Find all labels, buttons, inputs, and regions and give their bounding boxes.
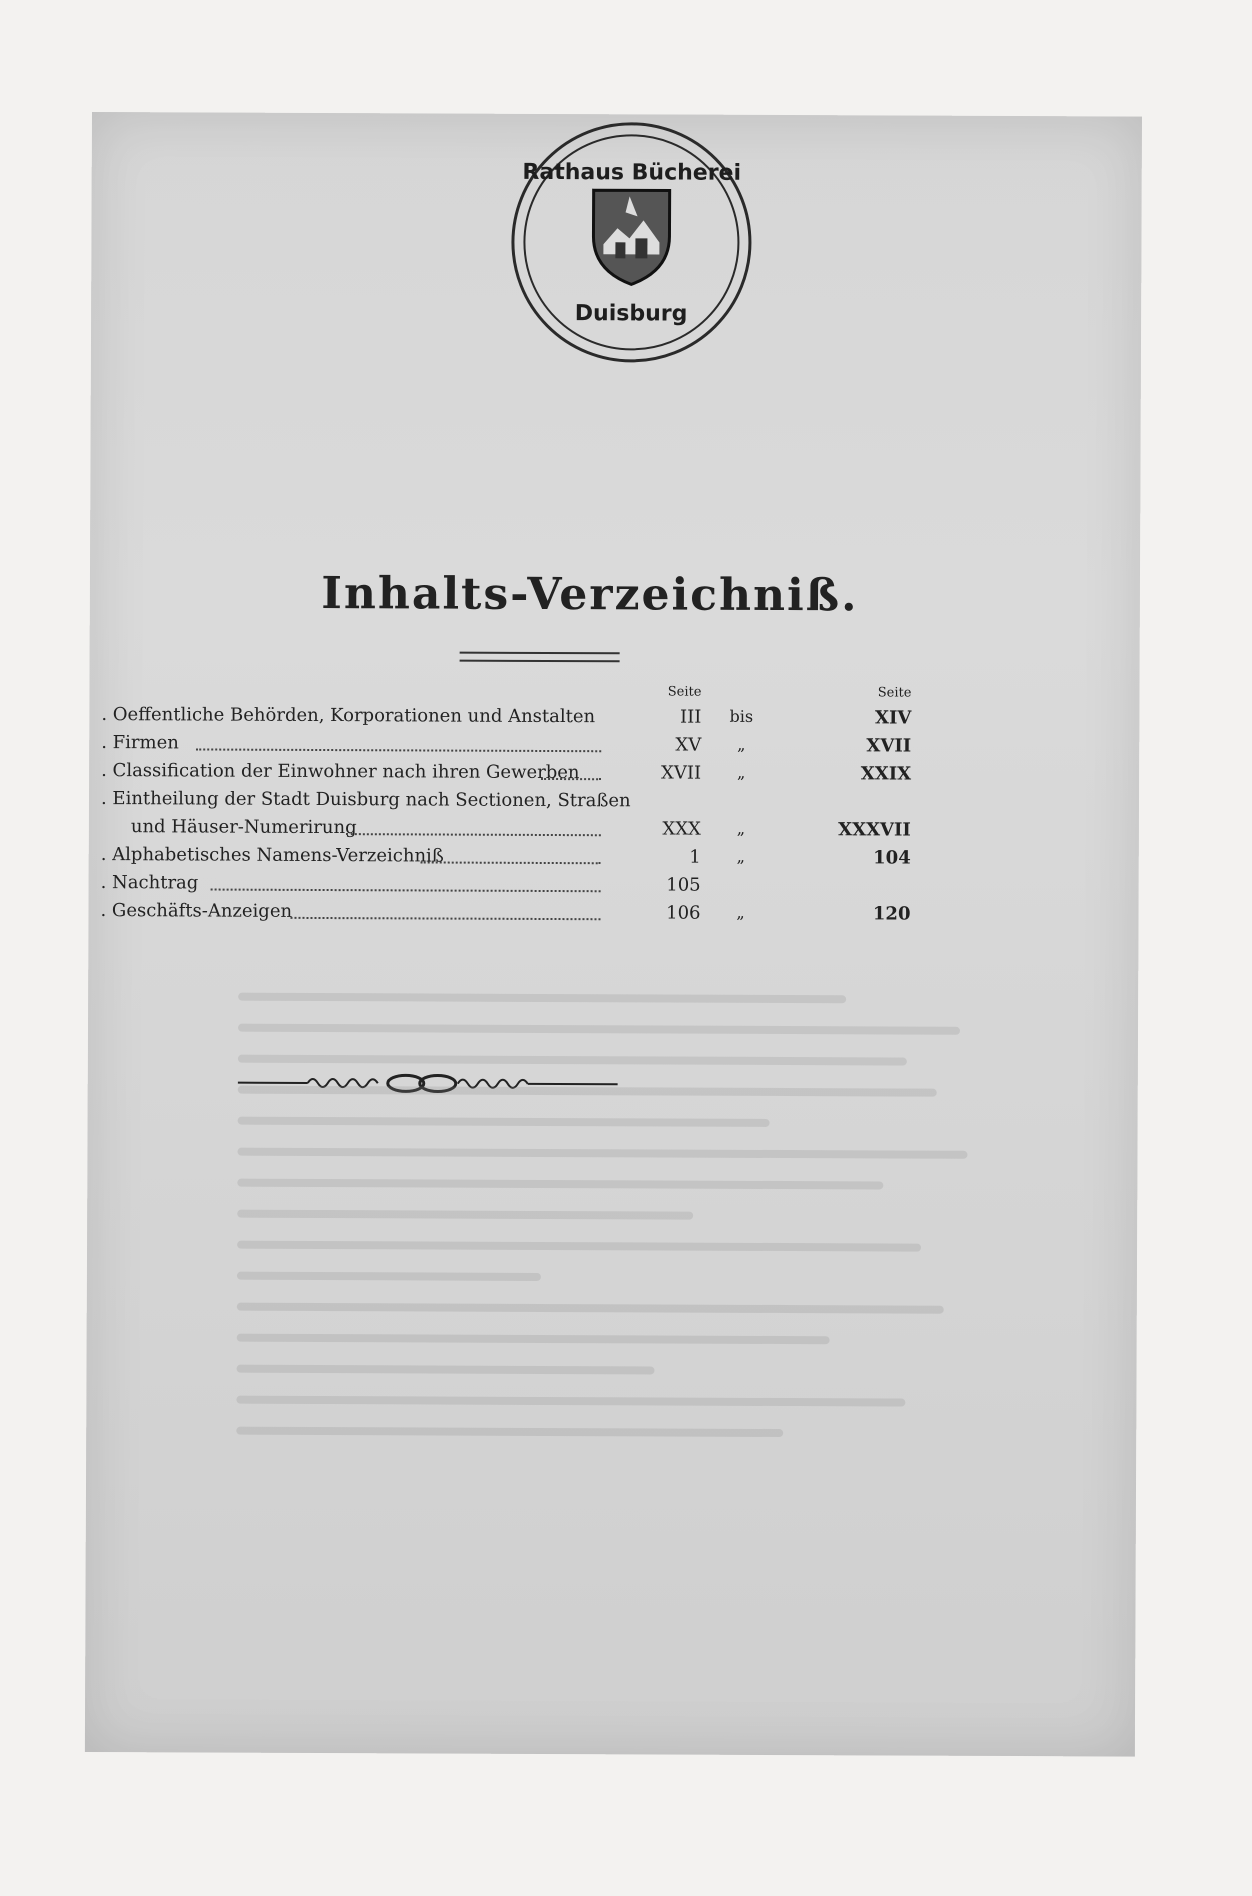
toc-label: . Firmen <box>101 732 179 754</box>
toc-page-from: 105 <box>666 874 701 896</box>
toc-row <box>100 900 1100 932</box>
toc-row <box>101 732 1101 764</box>
toc-label: . Alphabetisches Namens-Verzeichniß <box>100 844 444 867</box>
toc-header-from: Seite <box>667 684 702 700</box>
toc-row <box>101 844 1101 876</box>
toc-page-to: 104 <box>873 847 911 869</box>
toc-label: . Oeffentliche Behörden, Korporationen und Anstalten <box>101 704 596 728</box>
toc-label: . Classification der Einwohner nach ihren Gewerben <box>101 760 580 784</box>
toc-range-sep: bis <box>729 706 754 726</box>
toc-page-from: XV <box>675 734 702 756</box>
toc-leader-dots <box>346 833 601 836</box>
toc-range-sep: „ <box>736 902 745 922</box>
toc-page-from: III <box>679 706 702 728</box>
toc-row <box>101 760 1101 792</box>
toc-page-from: XXX <box>662 818 701 840</box>
toc-label: . Geschäfts-Anzeigen <box>100 900 293 922</box>
toc-leader-dots <box>211 889 601 893</box>
title-double-rule <box>460 652 620 663</box>
toc-leader-dots <box>290 917 600 920</box>
toc-page-from: 106 <box>666 902 701 924</box>
faint-bleed-through-text <box>235 993 998 1716</box>
toc-label: . Eintheilung der Stadt Duisburg nach Sectionen, Straßen <box>100 788 631 812</box>
toc-label: und Häuser-Numerirung <box>130 816 357 839</box>
toc-page-from: XVII <box>661 762 702 784</box>
toc-range-sep: „ <box>736 846 745 866</box>
stamp-bottom-text: Duisburg <box>574 301 688 327</box>
toc-row <box>101 704 1101 736</box>
toc-row <box>101 872 1101 904</box>
toc-row <box>101 816 1101 848</box>
toc-range-sep: „ <box>737 734 746 754</box>
toc-range-sep: „ <box>736 818 746 838</box>
stamp-top-text: Rathaus Bücherei <box>522 159 742 186</box>
scanned-page <box>85 112 1142 1757</box>
toc-page-to <box>771 875 911 876</box>
coat-of-arms-icon <box>589 184 673 288</box>
toc-leader-dots <box>421 861 601 864</box>
toc-header-to: Seite <box>877 685 912 701</box>
decorative-ornament-divider <box>238 1068 618 1100</box>
toc-page-to: XXIX <box>860 763 912 785</box>
toc-range-sep: „ <box>736 762 746 782</box>
toc-row <box>101 788 1101 820</box>
toc-page-to: XVII <box>866 735 912 757</box>
toc-label: . Nachtrag <box>100 872 199 894</box>
page-title: Inhalts-Verzeichniß. <box>321 568 859 622</box>
toc-leader-dots <box>196 748 601 752</box>
table-of-contents <box>100 682 1101 932</box>
toc-page-to: XXXVII <box>838 819 911 841</box>
toc-page-from: 1 <box>689 846 701 868</box>
toc-leader-dots <box>541 778 601 780</box>
toc-page-to: 120 <box>872 903 911 925</box>
toc-page-to: XIV <box>874 707 912 729</box>
library-stamp <box>511 122 752 363</box>
